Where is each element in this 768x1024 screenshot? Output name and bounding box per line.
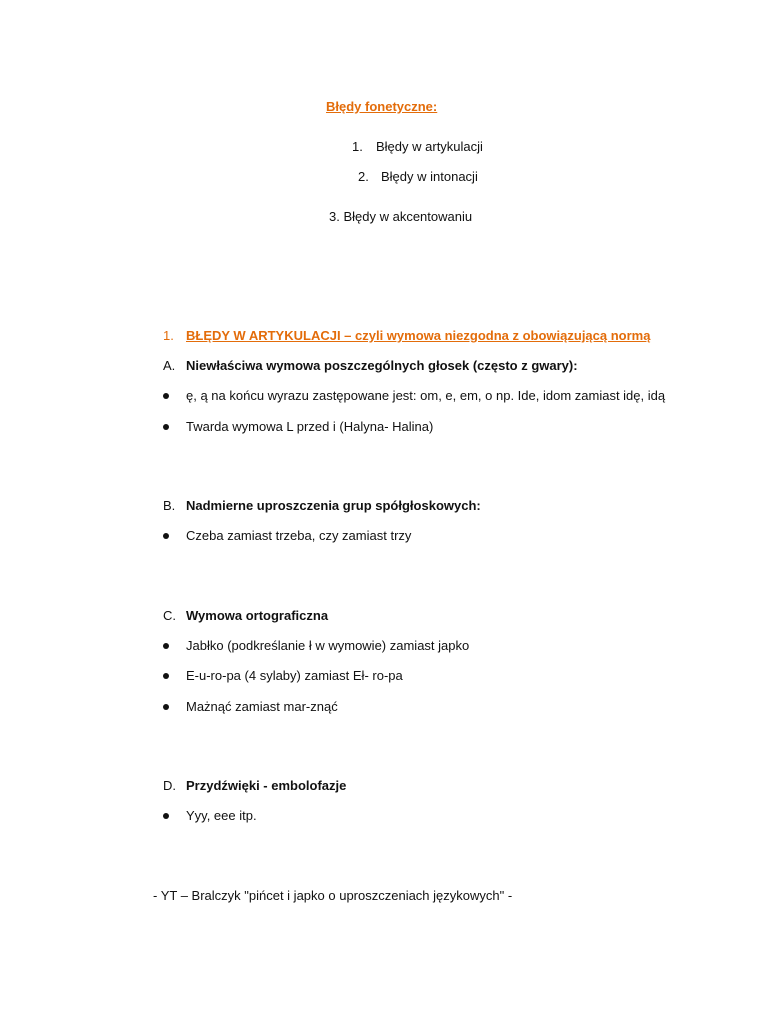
group-letter: D.: [163, 778, 176, 793]
group-letter: B.: [163, 498, 176, 513]
list-item: Czeba zamiast trzeba, czy zamiast trzy: [186, 528, 412, 543]
list-item: E-u-ro-pa (4 sylaby) zamiast Eł- ro-pa: [186, 668, 403, 683]
list-item: Jabłko (podkreślanie ł w wymowie) zamiast japko: [186, 638, 470, 653]
list-item: ę, ą na końcu wyrazu zastępowane jest: om, e, em, o np. Ide, idom zamiast idę, idą: [186, 388, 666, 403]
document-title: Błędy fonetyczne:: [326, 99, 438, 114]
list-item: Yyy, eee itp.: [186, 808, 257, 823]
toc-item-1-number: 1.: [352, 139, 363, 154]
section-number: 1.: [163, 328, 174, 343]
bullet-icon: [163, 673, 169, 679]
bullet-icon: [163, 813, 169, 819]
toc-item-1-label: Błędy w artykulacji: [376, 139, 483, 154]
section-heading: BŁĘDY W ARTYKULACJI – czyli wymowa niezgodna z obowiązującą normą: [186, 328, 651, 343]
toc-item-2-label: Błędy w intonacji: [381, 169, 478, 184]
bullet-icon: [163, 533, 169, 539]
bullet-icon: [163, 643, 169, 649]
toc-item-3: 3. Błędy w akcentowaniu: [329, 209, 473, 224]
group-letter: C.: [163, 608, 176, 623]
list-item: Twarda wymowa L przed i (Halyna- Halina): [186, 419, 434, 434]
list-item: Mażnąć zamiast mar-znąć: [186, 699, 338, 714]
bullet-icon: [163, 424, 169, 430]
footer-note: - YT – Bralczyk "pińcet i japko o uproszczeniach językowych" -: [153, 888, 513, 903]
bullet-icon: [163, 393, 169, 399]
group-heading: Przydźwięki - embolofazje: [186, 778, 347, 793]
bullet-icon: [163, 704, 169, 710]
group-letter: A.: [163, 358, 176, 373]
group-heading: Wymowa ortograficzna: [186, 608, 329, 623]
toc-item-2-number: 2.: [358, 169, 369, 184]
group-heading: Nadmierne uproszczenia grup spółgłoskowych:: [186, 498, 481, 513]
group-heading: Niewłaściwa wymowa poszczególnych głosek (często z gwary):: [186, 358, 578, 373]
